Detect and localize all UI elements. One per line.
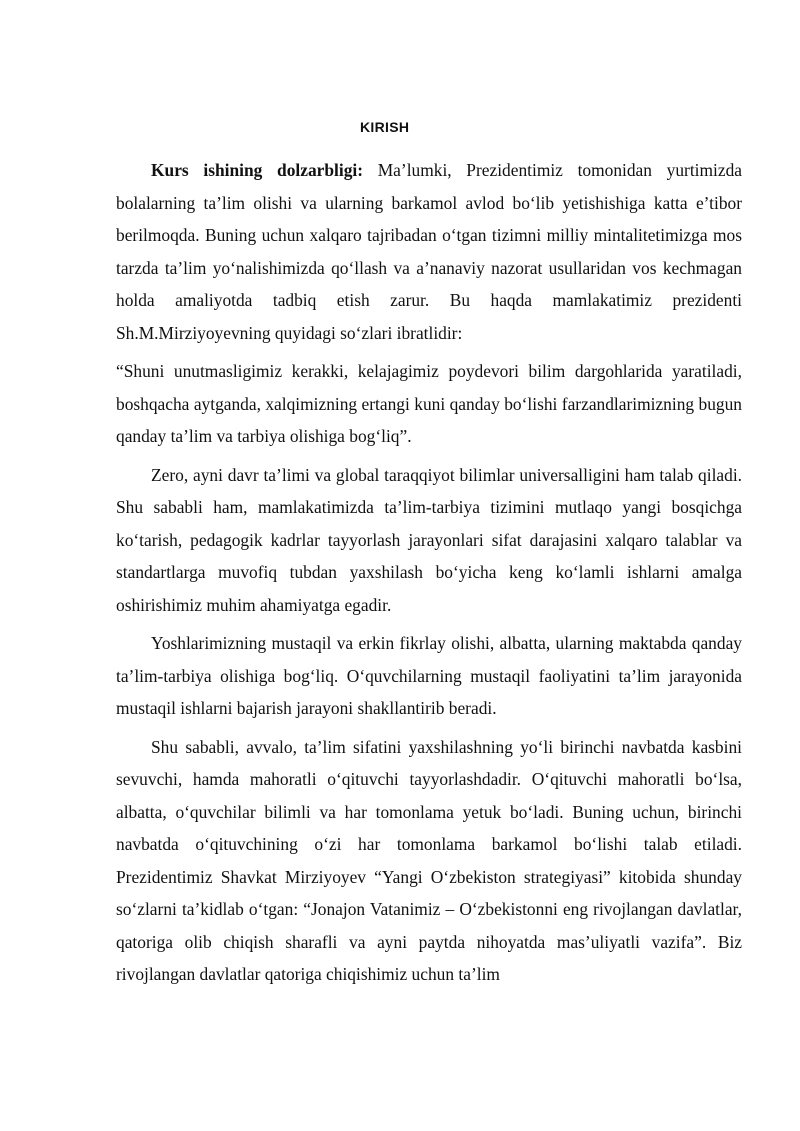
paragraph-relevance	[116, 154, 742, 349]
document-page	[116, 112, 742, 991]
paragraph-lead: Kurs ishining dolzarbligi:	[151, 160, 364, 180]
paragraph-quote: “Shuni unutmasligimiz kerakki, kelajagimiz poydevori bilim dargohlarida yaratiladi, boshqacha aytganda, xalqimizning ertangi kuni qanday bo‘lishi farzandlarimizning bugun qanday ta’lim va tarbiya olishiga bog‘liq”.	[116, 361, 742, 446]
paragraph-text: Ma’lumki, Prezidentimiz tomonidan yurtimizda bolalarning ta’lim olishi va ularning barkamol avlod bo‘lib yetishishiga katta e’tibor berilmoqda. Buning uchun xalqaro tajribadan o‘tgan tizimni milliy mintalitetimizga mos tarzda ta’lim yo‘nalishimizda qo‘llash va a’nanaviy nazorat usullaridan vos kechmagan holda amaliyotda tadbiq etish zarur. Bu haqda mamlakatimiz prezidenti Sh.M.Mirziyoyevning quyidagi so‘zlari ibratlidir:	[116, 160, 742, 343]
paragraph-education: Zero, ayni davr ta’limi va global taraqqiyot bilimlar universalligini ham talab qiladi. Shu sababli ham, mamlakatimizda ta’lim-tarbiya tizimini mutlaqo yangi bosqichga ko‘tarish, pedagogik kadrlar tayyorlash jarayonlari sifat darajasini xalqaro talablar va standartlarga muvofiq tubdan yaxshilash bo‘yicha keng ko‘lamli ishlarni amalga oshirishimiz muhim ahamiyatga egadir.	[116, 464, 742, 615]
paragraph-youth: Yoshlarimizning mustaqil va erkin fikrlay olishi, albatta, ularning maktabda qanday ta’lim-tarbiya olishiga bog‘liq. O‘quvchilarning mustaqil faoliyatini ta’lim jarayonida mustaqil ishlarni bajarish jarayoni shakllantirib beradi.	[116, 633, 742, 718]
paragraph-teacher: Shu sababli, avvalo, ta’lim sifatini yaxshilashning yo‘li birinchi navbatda kasbini sevuvchi, hamda mahoratli o‘qituvchi tayyorlashdadir. O‘qituvchi mahoratli bo‘lsa, albatta, o‘quvchilar bilimli va har tomonlama yetuk bo‘ladi. Buning uchun, birinchi navbatda o‘qituvchining o‘zi har tomonlama barkamol bo‘lishi talab etiladi. Prezidentimiz Shavkat Mirziyoyev “Yangi O‘zbekiston strategiyasi” kitobida shunday so‘zlarni ta’kidlab o‘tgan: “Jonajon Vatanimiz – O‘zbekistonni eng rivojlangan davlatlar, qatoriga olib chiqish sharafli va ayni paytda nihoyatda mas’uliyatli vazifa”. Biz rivojlangan davlatlar qatoriga chiqishimiz uchun ta’lim	[116, 736, 742, 984]
section-heading: KIRISH	[360, 119, 410, 135]
